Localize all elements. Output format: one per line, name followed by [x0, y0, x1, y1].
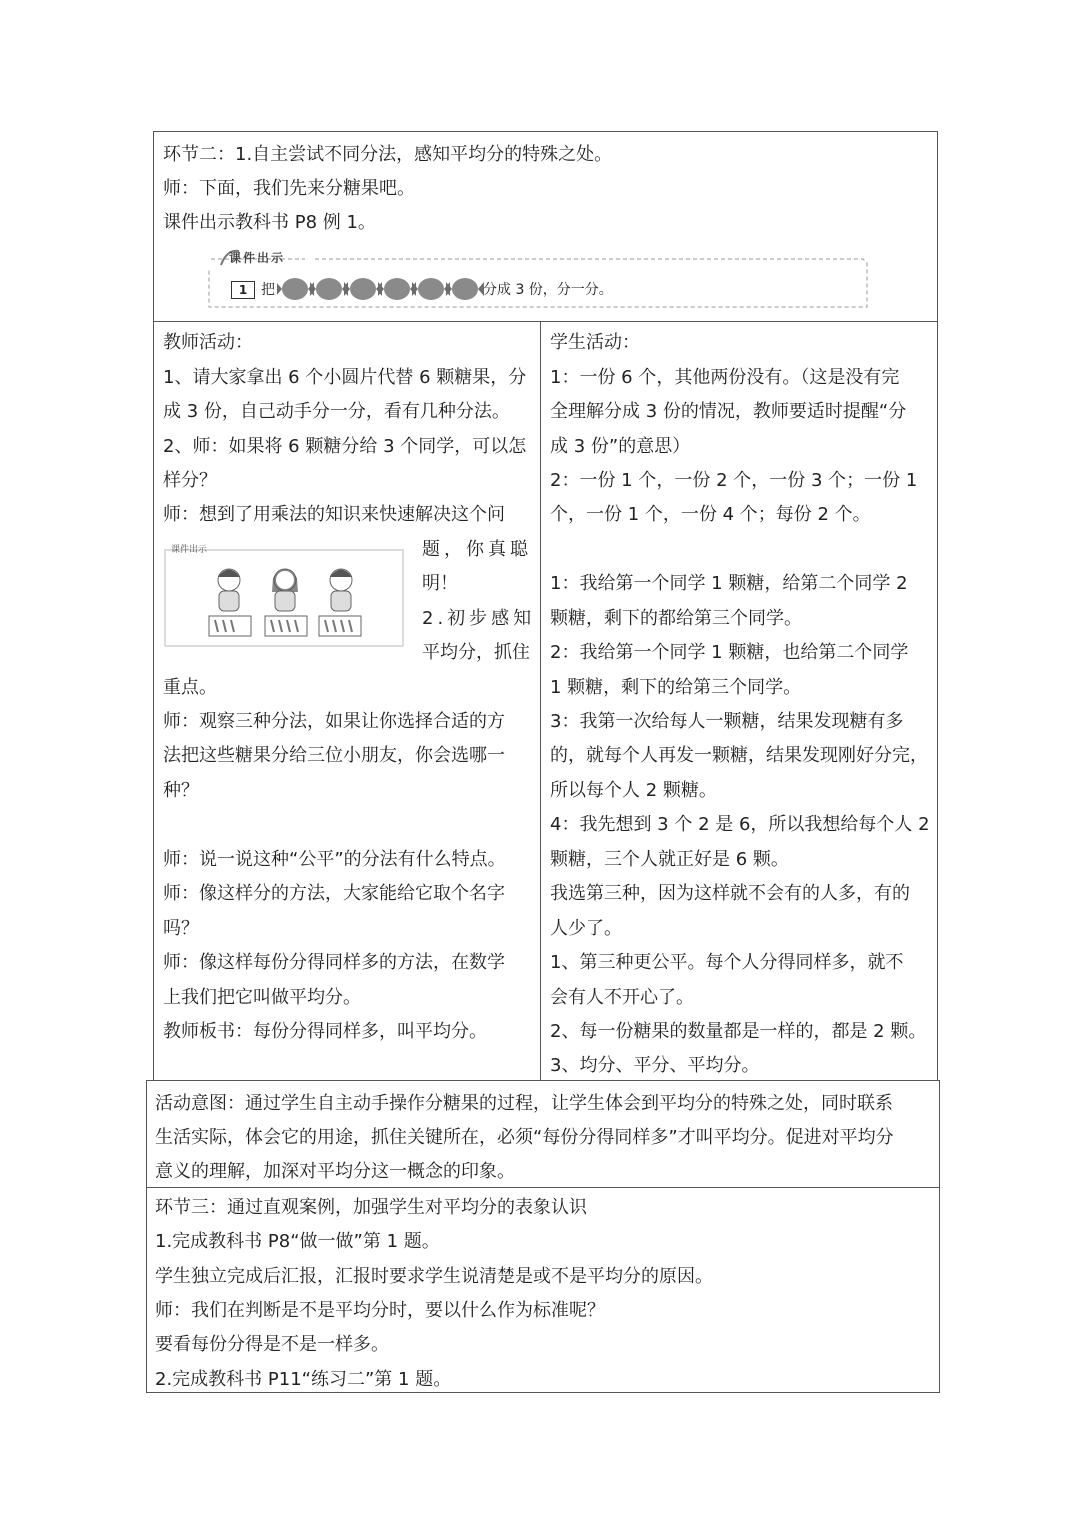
- courseware-small-label: 课件出示: [171, 545, 208, 555]
- teacher-line: 师：说一说这种“公平”的分法有什么特点。: [163, 849, 506, 870]
- teacher-line: 教师板书：每份分得同样多，叫平均分。: [163, 1021, 487, 1042]
- teacher-line: 师：观察三种分法，如果让你选择合适的方: [163, 711, 505, 732]
- teacher-line: 2、师：如果将 6 颗糖分给 3 个同学，可以怎: [163, 436, 527, 457]
- teacher-line: 师：像这样每份分得同样多的方法，在数学: [163, 952, 505, 973]
- teacher-line: 种？: [163, 780, 199, 801]
- teacher-line: 吗？: [163, 918, 199, 939]
- teacher-line: 样分？: [163, 470, 217, 491]
- teacher-line: 重点。: [163, 677, 217, 698]
- student-line: 所以每个人 2 颗糖。: [550, 780, 717, 801]
- candy-icon: [412, 278, 450, 300]
- courseware-example: [205, 245, 869, 312]
- candy-icon: [378, 278, 416, 300]
- section2-line3: 课件出示教科书 P8 例 1。: [163, 212, 376, 233]
- section3-line: 2.完成教科书 P11“练习二”第 1 题。: [155, 1369, 452, 1390]
- student-line: 颗糖，三个人就正好是 6 颗。: [550, 849, 789, 870]
- section3-line: 学生独立完成后汇报，汇报时要求学生说清楚是或不是平均分的原因。: [155, 1266, 713, 1287]
- intent-line: 生活实际，体会它的用途，抓住关键所在，必须“每份分得同样多”才叫平均分。促进对平均分: [155, 1127, 894, 1148]
- student-line: 1、第三种更公平。每个人分得同样多，就不: [550, 952, 904, 973]
- student-line: 3、均分、平分、平均分。: [550, 1055, 760, 1076]
- child-figure: [218, 569, 240, 611]
- teacher-beside-line: 2.初步感知: [422, 608, 536, 629]
- section3-line: 师：我们在判断是不是平均分时，要以什么作为标准呢？: [155, 1300, 605, 1321]
- example-number: 1: [231, 281, 255, 299]
- teacher-header: 教师活动：: [163, 332, 253, 353]
- column-divider: [540, 321, 541, 1081]
- teacher-line: 1、请大家拿出 6 个小圆片代替 6 颗糖果，分: [163, 367, 527, 388]
- child-figure: [330, 569, 352, 611]
- candy-group-box: [319, 616, 361, 636]
- student-line: 2、每一份糖果的数量都是一样的，都是 2 颗。: [550, 1021, 927, 1042]
- student-line: 我选第三种，因为这样就不会有的人多，有的: [550, 883, 910, 904]
- candy-icon: [310, 278, 348, 300]
- example-pre: 把: [261, 282, 275, 298]
- student-line: 会有人不开心了。: [550, 987, 694, 1008]
- student-line: 全理解分成 3 份的情况，教师要适时提醒“分: [550, 401, 907, 422]
- student-line: 的，就每个人再发一颗糖，结果发现刚好分完，: [550, 745, 928, 766]
- candy-group-box: [209, 616, 251, 636]
- candy-icon: [446, 278, 484, 300]
- teacher-beside-line: 明！: [422, 573, 458, 594]
- student-line: 1 颗糖，剩下的给第三个同学。: [550, 677, 802, 698]
- candy-icon: [277, 278, 314, 300]
- student-line: 人少了。: [550, 918, 622, 939]
- student-line: 1：一份 6 个，其他两份没有。（这是没有完: [550, 367, 900, 388]
- teacher-beside-line: 题，你真聪: [422, 539, 532, 560]
- teacher-line: 成 3 份，自己动手分一分，看有几种分法。: [163, 401, 510, 422]
- candy-row: [277, 269, 487, 309]
- teacher-beside-line: 平均分，抓住: [422, 642, 530, 663]
- candy-group-box: [265, 616, 307, 636]
- child-figure: [272, 569, 298, 611]
- section2-line2: 师：下面，我们先来分糖果吧。: [163, 178, 415, 199]
- teacher-line: 法把这些糖果分给三位小朋友，你会选哪一: [163, 745, 505, 766]
- section3-line: 要看每份分得是不是一样多。: [155, 1334, 389, 1355]
- student-line: 3：我第一次给每人一颗糖，结果发现糖有多: [550, 711, 904, 732]
- teacher-line: 上我们把它叫做平均分。: [163, 987, 361, 1008]
- intent-line: 意义的理解，加深对平均分这一概念的印象。: [155, 1161, 515, 1182]
- student-line: 2：我给第一个同学 1 颗糖，也给第二个同学: [550, 642, 909, 663]
- student-line: 4：我先想到 3 个 2 是 6，所以我想给每个人 2: [550, 814, 930, 835]
- student-line: 成 3 份”的意思）: [550, 436, 691, 457]
- teacher-line: 师：想到了用乘法的知识来快速解决这个问: [163, 504, 505, 525]
- section3-line: 环节三：通过直观案例，加强学生对平均分的表象认识: [155, 1197, 587, 1218]
- courseware-figure: [163, 540, 407, 648]
- student-header: 学生活动：: [550, 332, 640, 353]
- candy-icon: [344, 278, 382, 300]
- intent-line: 活动意图：通过学生自主动手操作分糖果的过程，让学生体会到平均分的特殊之处，同时联系: [155, 1093, 893, 1114]
- student-line: 颗糖，剩下的都给第三个同学。: [550, 608, 802, 629]
- student-line: 个，一份 1 个，一份 4 个；每份 2 个。: [550, 504, 871, 525]
- section3-line: 1.完成教科书 P8“做一做”第 1 题。: [155, 1231, 440, 1252]
- student-line: 1：我给第一个同学 1 颗糖，给第二个同学 2: [550, 573, 908, 594]
- example-post: 分成 3 份，分一分。: [483, 282, 613, 298]
- courseware-label: 课件出示: [229, 251, 286, 265]
- student-line: 2：一份 1 个，一份 2 个，一份 3 个；一份 1: [550, 470, 918, 491]
- teacher-line: 师：像这样分的方法，大家能给它取个名字: [163, 883, 505, 904]
- section2-line1: 环节二：1.自主尝试不同分法，感知平均分的特殊之处。: [163, 144, 613, 165]
